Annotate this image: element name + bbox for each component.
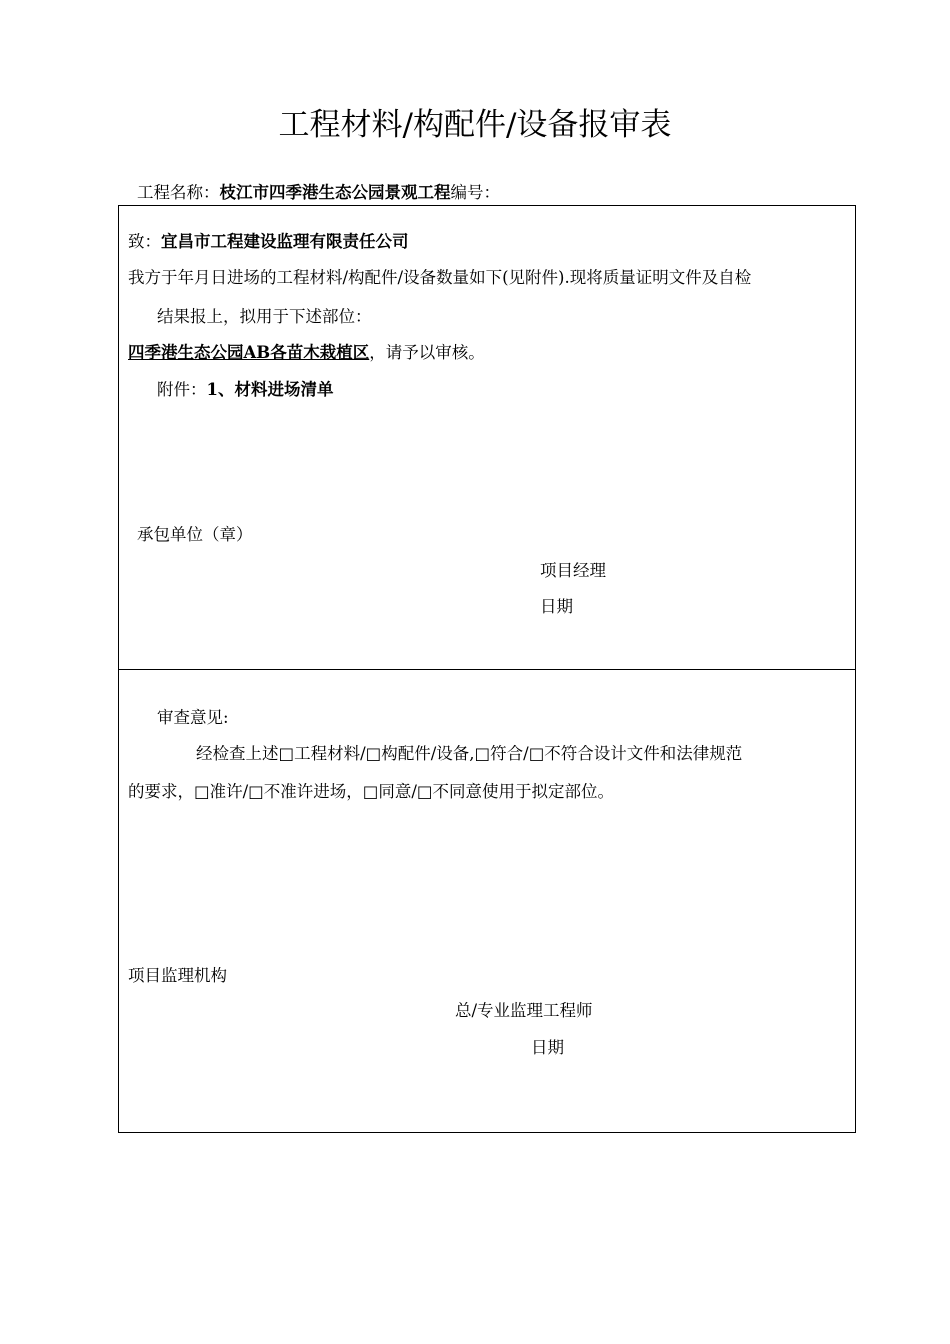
supervision-agency-label: 项目监理机构: [128, 966, 227, 985]
review-opinion-label: 审查意见:: [157, 708, 229, 727]
body-text-line-1: 我方于年月日进场的工程材料/构配件/设备数量如下(见附件).现将质量证明文件及自检: [128, 268, 752, 287]
recipient-line: [128, 229, 409, 255]
contractor-seal-label: 承包单位（章）: [137, 525, 253, 544]
recipient-label: 致：: [128, 232, 161, 251]
location-value: 四季港生态公园AB各苗木栽植区: [128, 343, 370, 362]
recipient-value: 宜昌市工程建设监理有限责任公司: [161, 232, 409, 251]
project-name-label: 工程名称：: [137, 183, 220, 202]
project-manager-label: 项目经理: [540, 561, 606, 580]
review-opinion-line-2: 的要求，□准许/□不准许进场，□同意/□不同意使用于拟定部位。: [128, 782, 614, 801]
supervision-date-label: 日期: [531, 1038, 564, 1057]
attachment-value: 1、材料进场清单: [206, 380, 334, 399]
section-divider: [118, 669, 856, 670]
contractor-date-label: 日期: [540, 597, 573, 616]
body-text-line-2: 结果报上，拟用于下述部位：: [157, 307, 372, 326]
supervising-engineer-label: 总/专业监理工程师: [455, 1001, 593, 1020]
location-line: [128, 340, 485, 366]
project-name-value: 枝江市四季港生态公园景观工程: [219, 183, 451, 202]
attachment-line: [157, 377, 333, 403]
attachment-label: 附件：: [157, 380, 207, 399]
page-title: 工程材料/构配件/设备报审表: [278, 107, 672, 143]
location-suffix: ，请予以审核。: [369, 343, 485, 362]
project-number-label: 编号：: [450, 183, 500, 202]
review-opinion-line-1: 经检查上述□工程材料/□构配件/设备,□符合/□不符合设计文件和法律规范: [196, 744, 743, 763]
project-info-line: [137, 179, 500, 207]
